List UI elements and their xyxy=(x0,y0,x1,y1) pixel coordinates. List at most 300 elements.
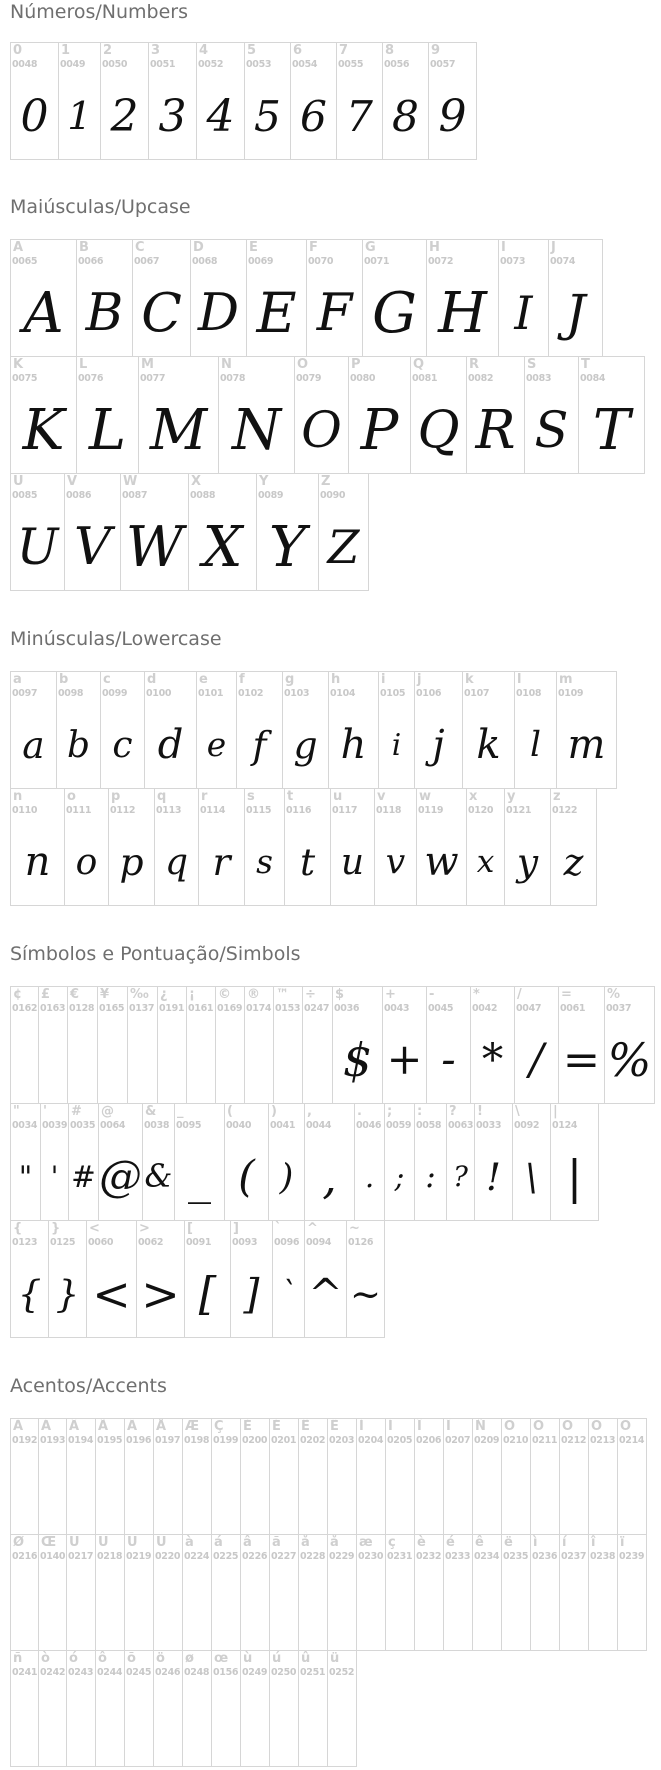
glyph-code: 0228 xyxy=(300,1551,326,1562)
glyph-code: 0203 xyxy=(329,1435,355,1446)
glyph-sample: ] xyxy=(243,1270,260,1318)
glyph-cell xyxy=(346,1220,385,1338)
glyph-label: 0 xyxy=(13,43,23,58)
glyph-code: 0202 xyxy=(300,1435,326,1446)
glyph-cell xyxy=(157,986,187,1104)
glyph-label: À xyxy=(13,1419,24,1434)
glyph-cell xyxy=(328,671,379,789)
glyph-cell xyxy=(272,1220,305,1338)
glyph-cell xyxy=(362,239,427,357)
glyph-sample: y xyxy=(516,840,539,884)
glyph-code: 0201 xyxy=(271,1435,297,1446)
glyph-label: ç xyxy=(388,1535,396,1550)
glyph-cell xyxy=(268,1103,305,1221)
glyph-cell xyxy=(269,1650,299,1767)
glyph-code: 0229 xyxy=(329,1551,355,1562)
glyph-code: 0045 xyxy=(428,1003,454,1014)
glyph-code: 0057 xyxy=(430,59,456,70)
glyph-sample: ; xyxy=(394,1160,405,1194)
glyph-label: £ xyxy=(41,987,51,1002)
glyph-label: b xyxy=(59,672,69,687)
glyph-sample: < xyxy=(92,1267,131,1321)
glyph-sample: F xyxy=(316,283,353,343)
glyph-label: å xyxy=(330,1535,339,1550)
glyph-sample: T xyxy=(592,397,631,463)
glyph-label: ò xyxy=(41,1651,50,1666)
glyph-code: 0065 xyxy=(12,256,38,267)
glyph-label: U xyxy=(13,474,24,489)
glyph-code: 0085 xyxy=(12,490,38,501)
glyph-code: 0047 xyxy=(516,1003,542,1014)
glyph-sample: G xyxy=(372,280,417,346)
glyph-label: ¥ xyxy=(100,987,110,1002)
glyph-label: è xyxy=(417,1535,426,1550)
glyph-code: 0067 xyxy=(134,256,160,267)
glyph-code: 0199 xyxy=(213,1435,239,1446)
glyph-label: Ç xyxy=(214,1419,224,1434)
glyph-code: 0209 xyxy=(474,1435,500,1446)
glyph-label: - xyxy=(429,987,435,1002)
glyph-label: ï xyxy=(620,1535,625,1550)
glyph-code: 0214 xyxy=(619,1435,645,1446)
glyph-sample: D xyxy=(197,283,240,343)
glyph-cell xyxy=(558,986,605,1104)
glyph-code: 0098 xyxy=(58,688,84,699)
glyph-code: 0106 xyxy=(416,688,442,699)
glyph-code: 0107 xyxy=(464,688,490,699)
glyph-sample: v xyxy=(385,842,406,882)
glyph-label: œ xyxy=(214,1651,229,1666)
glyph-code: 0237 xyxy=(561,1551,587,1562)
glyph-code: 0128 xyxy=(69,1003,95,1014)
glyph-label: ‰ xyxy=(130,987,149,1002)
glyph-label: > xyxy=(139,1221,150,1236)
glyph-code: 0039 xyxy=(42,1120,68,1131)
symbols-section-title: Símbolos e Pontuação/Simbols xyxy=(10,943,301,965)
glyph-code: 0117 xyxy=(332,805,358,816)
glyph-cell xyxy=(414,671,463,789)
glyph-label: y xyxy=(507,789,516,804)
glyph-sample: " xyxy=(18,1160,33,1194)
glyph-label: Ã xyxy=(98,1419,109,1434)
glyph-cell xyxy=(95,1534,125,1651)
glyph-label: Õ xyxy=(591,1419,603,1434)
glyph-cell xyxy=(414,1103,447,1221)
glyph-code: 0081 xyxy=(412,373,438,384)
glyph-code: 0122 xyxy=(552,805,578,816)
glyph-label: q xyxy=(157,789,167,804)
glyph-cell xyxy=(132,239,191,357)
upcase-section-title: Maiúsculas/Upcase xyxy=(10,196,191,218)
glyph-code: 0235 xyxy=(503,1551,529,1562)
glyph-cell xyxy=(40,1103,69,1221)
glyph-code: 0048 xyxy=(12,59,38,70)
glyph-code: 0096 xyxy=(274,1237,300,1248)
glyph-cell xyxy=(501,1534,531,1651)
glyph-sample: | xyxy=(566,1150,583,1204)
glyph-code: 0037 xyxy=(606,1003,632,1014)
glyph-code: 0074 xyxy=(550,256,576,267)
glyph-sample: i xyxy=(391,728,402,762)
glyph-sample: # xyxy=(71,1160,96,1194)
glyph-code: 0194 xyxy=(68,1435,94,1446)
glyph-label: ® xyxy=(247,987,260,1002)
glyph-label: Î xyxy=(417,1419,422,1434)
glyph-code: 0217 xyxy=(68,1551,94,1562)
glyph-cell xyxy=(282,671,329,789)
glyph-cell xyxy=(385,1534,415,1651)
glyph-sample: [ xyxy=(198,1268,217,1320)
glyph-label: Û xyxy=(127,1535,138,1550)
glyph-cell xyxy=(186,986,216,1104)
glyph-code: 0076 xyxy=(78,373,104,384)
glyph-sample: s xyxy=(256,843,273,881)
glyph-label: S xyxy=(527,357,537,372)
glyph-cell xyxy=(462,671,515,789)
glyph-sample: h xyxy=(340,722,367,768)
glyph-label: Ë xyxy=(330,1419,339,1434)
glyph-code: 0051 xyxy=(150,59,176,70)
glyph-cell xyxy=(524,356,579,474)
glyph-cell xyxy=(124,1534,154,1651)
glyph-code: 0165 xyxy=(99,1003,125,1014)
glyph-code: 0109 xyxy=(558,688,584,699)
glyph-label: * xyxy=(473,987,480,1002)
glyph-sample: d xyxy=(157,722,184,768)
glyph-label: ì xyxy=(533,1535,538,1550)
glyph-cell xyxy=(304,1220,347,1338)
glyph-cell xyxy=(466,788,505,906)
glyph-cell xyxy=(68,1103,99,1221)
glyph-cell xyxy=(56,671,101,789)
glyph-code: 0191 xyxy=(159,1003,185,1014)
glyph-label: Ô xyxy=(562,1419,574,1434)
glyph-cell xyxy=(66,1650,96,1767)
glyph-sample: X xyxy=(202,514,243,580)
glyph-code: 0046 xyxy=(356,1120,382,1131)
glyph-sample: 0 xyxy=(20,90,49,142)
glyph-cell xyxy=(67,986,98,1104)
glyph-code: 0213 xyxy=(590,1435,616,1446)
glyph-cell xyxy=(443,1534,473,1651)
glyph-cell xyxy=(501,1418,531,1535)
glyph-code: 0072 xyxy=(428,256,454,267)
glyph-cell xyxy=(588,1534,618,1651)
glyph-sample: ` xyxy=(280,1276,297,1312)
glyph-code: 0248 xyxy=(184,1667,210,1678)
glyph-sample: 5 xyxy=(254,91,281,141)
glyph-cell xyxy=(66,1534,96,1651)
glyph-sample: A xyxy=(23,280,64,346)
glyph-cell xyxy=(153,1418,183,1535)
glyph-label: û xyxy=(301,1651,311,1666)
glyph-cell xyxy=(327,1534,357,1651)
glyph-label: ! xyxy=(477,1104,483,1119)
glyph-label: ã xyxy=(272,1535,281,1550)
glyph-cell xyxy=(142,1103,175,1221)
glyph-code: 0124 xyxy=(552,1120,578,1131)
glyph-code: 0219 xyxy=(126,1551,152,1562)
glyph-code: 0084 xyxy=(580,373,606,384)
glyph-code: 0063 xyxy=(448,1120,474,1131)
glyph-sample: m xyxy=(567,722,606,768)
glyph-sample: } xyxy=(55,1272,80,1316)
glyph-sample: ~ xyxy=(349,1272,382,1316)
glyph-sample: ^ xyxy=(308,1270,343,1318)
glyph-label: Y xyxy=(259,474,269,489)
glyph-code: 0118 xyxy=(376,805,402,816)
glyph-label: ü xyxy=(330,1651,340,1666)
glyph-label: , xyxy=(307,1104,312,1119)
glyph-sample: I xyxy=(514,286,533,340)
glyph-label: R xyxy=(469,357,480,372)
glyph-sample: u xyxy=(340,841,365,883)
glyph-code: 0094 xyxy=(306,1237,332,1248)
glyph-sample: l xyxy=(530,725,541,765)
glyph-cell xyxy=(240,1534,270,1651)
glyph-label: ` xyxy=(275,1221,282,1236)
glyph-cell xyxy=(514,986,559,1104)
glyph-sample: & xyxy=(144,1159,173,1195)
glyph-cell xyxy=(182,1418,212,1535)
glyph-cell xyxy=(198,788,245,906)
glyph-cell xyxy=(244,42,291,160)
glyph-code: 0198 xyxy=(184,1435,210,1446)
glyph-cell xyxy=(443,1418,473,1535)
glyph-label: ö xyxy=(156,1651,165,1666)
glyph-code: 0059 xyxy=(386,1120,412,1131)
glyph-label: [ xyxy=(187,1221,193,1236)
glyph-cell xyxy=(348,356,411,474)
glyph-cell xyxy=(470,986,515,1104)
glyph-sample: w xyxy=(424,839,459,885)
glyph-sample: a xyxy=(22,723,45,767)
glyph-code: 0210 xyxy=(503,1435,529,1446)
glyph-sample: B xyxy=(85,283,124,343)
glyph-code: 0224 xyxy=(184,1551,210,1562)
glyph-label: ó xyxy=(69,1651,78,1666)
glyph-sample: q xyxy=(164,841,189,883)
glyph-code: 0058 xyxy=(416,1120,442,1131)
glyph-cell xyxy=(356,1418,386,1535)
glyph-cell xyxy=(512,1103,551,1221)
glyph-cell xyxy=(588,1418,618,1535)
glyph-label: } xyxy=(51,1221,61,1236)
glyph-label: Ø xyxy=(13,1535,25,1550)
glyph-cell xyxy=(124,1418,154,1535)
glyph-sample: N xyxy=(232,397,281,463)
glyph-cell xyxy=(472,1534,502,1651)
glyph-cell xyxy=(10,356,77,474)
glyph-sample: : xyxy=(425,1159,436,1195)
glyph-label: é xyxy=(446,1535,455,1550)
glyph-label: o xyxy=(67,789,76,804)
glyph-label: ë xyxy=(504,1535,513,1550)
glyph-sample: W xyxy=(125,514,184,580)
glyph-label: O xyxy=(297,357,309,372)
glyph-sample: 8 xyxy=(392,91,419,141)
glyph-label: C xyxy=(135,240,145,255)
glyph-label: < xyxy=(89,1221,100,1236)
glyph-cell xyxy=(604,986,655,1104)
glyph-sample: + xyxy=(386,1035,423,1085)
glyph-code: 0099 xyxy=(102,688,128,699)
glyph-label: ; xyxy=(387,1104,393,1119)
glyph-sample: E xyxy=(256,281,297,345)
glyph-cell xyxy=(336,42,383,160)
glyph-code: 0192 xyxy=(12,1435,38,1446)
glyph-code: 0125 xyxy=(50,1237,76,1248)
glyph-code: 0054 xyxy=(292,59,318,70)
glyph-cell xyxy=(136,1220,185,1338)
glyph-sample: - xyxy=(441,1035,456,1085)
glyph-cell xyxy=(38,1534,67,1651)
glyph-cell xyxy=(98,1103,143,1221)
glyph-code: 0041 xyxy=(270,1120,296,1131)
glyph-cell xyxy=(86,1220,137,1338)
glyph-cell xyxy=(382,42,429,160)
glyph-code: 0126 xyxy=(348,1237,374,1248)
glyph-sample: M xyxy=(149,397,208,463)
glyph-label: u xyxy=(333,789,343,804)
glyph-code: 0226 xyxy=(242,1551,268,1562)
glyph-code: 0239 xyxy=(619,1551,645,1562)
glyph-cell xyxy=(196,42,245,160)
glyph-label: Ú xyxy=(98,1535,109,1550)
glyph-cell xyxy=(10,671,57,789)
glyph-cell xyxy=(66,1418,96,1535)
glyph-code: 0231 xyxy=(387,1551,413,1562)
glyph-sample: b xyxy=(66,724,91,766)
glyph-code: 0103 xyxy=(284,688,310,699)
glyph-label: h xyxy=(331,672,341,687)
glyph-code: 0140 xyxy=(40,1551,66,1562)
glyph-cell xyxy=(548,239,603,357)
glyph-cell xyxy=(95,1650,125,1767)
glyph-code: 0082 xyxy=(468,373,494,384)
glyph-label: z xyxy=(553,789,561,804)
glyph-cell xyxy=(108,788,155,906)
glyph-code: 0119 xyxy=(418,805,444,816)
glyph-label: m xyxy=(559,672,573,687)
glyph-label: ÷ xyxy=(305,987,316,1002)
glyph-label: | xyxy=(553,1104,558,1119)
glyph-code: 0174 xyxy=(246,1003,272,1014)
glyph-code: 0211 xyxy=(532,1435,558,1446)
glyph-code: 0246 xyxy=(155,1667,181,1678)
glyph-code: 0089 xyxy=(258,490,284,501)
glyph-label: X xyxy=(191,474,202,489)
glyph-sample: $ xyxy=(342,1033,373,1087)
glyph-cell xyxy=(416,788,467,906)
glyph-label: V xyxy=(67,474,78,489)
glyph-label: M xyxy=(141,357,154,372)
glyph-cell xyxy=(384,1103,415,1221)
glyph-code: 0036 xyxy=(334,1003,360,1014)
glyph-label: \ xyxy=(515,1104,520,1119)
glyph-code: 0207 xyxy=(445,1435,471,1446)
glyph-cell xyxy=(330,788,375,906)
glyph-sample: 3 xyxy=(158,90,187,142)
glyph-cell xyxy=(58,42,101,160)
glyph-label: T xyxy=(581,357,590,372)
glyph-sample: 2 xyxy=(110,90,139,142)
glyph-code: 0162 xyxy=(12,1003,38,1014)
glyph-code: 0153 xyxy=(275,1003,301,1014)
glyph-label: Ê xyxy=(301,1419,310,1434)
glyph-label: A xyxy=(13,240,24,255)
glyph-label: ~ xyxy=(349,1221,360,1236)
glyph-label: s xyxy=(247,789,255,804)
glyph-code: 0105 xyxy=(380,688,406,699)
glyph-sample: ' xyxy=(50,1161,59,1193)
glyph-sample: n xyxy=(24,839,51,885)
glyph-code: 0163 xyxy=(40,1003,66,1014)
glyph-code: 0205 xyxy=(387,1435,413,1446)
glyph-label: / xyxy=(517,987,522,1002)
glyph-cell xyxy=(100,671,145,789)
glyph-code: 0245 xyxy=(126,1667,152,1678)
glyph-label: f xyxy=(239,672,245,687)
glyph-sample: { xyxy=(17,1272,42,1316)
glyph-cell xyxy=(474,1103,513,1221)
glyph-cell xyxy=(211,1534,241,1651)
glyph-cell xyxy=(184,1220,231,1338)
glyph-label: Ò xyxy=(504,1419,516,1434)
glyph-label: ¡ xyxy=(189,987,195,1002)
glyph-label: a xyxy=(13,672,22,687)
glyph-label: Å xyxy=(156,1419,167,1434)
glyph-label: © xyxy=(218,987,231,1002)
glyph-label: _ xyxy=(177,1104,184,1119)
glyph-cell xyxy=(10,1418,39,1535)
glyph-label: F xyxy=(309,240,318,255)
glyph-label: ê xyxy=(475,1535,484,1550)
glyph-cell xyxy=(244,986,274,1104)
glyph-cell xyxy=(148,42,197,160)
glyph-label: H xyxy=(429,240,440,255)
glyph-label: { xyxy=(13,1221,23,1236)
glyph-code: 0200 xyxy=(242,1435,268,1446)
glyph-code: 0080 xyxy=(350,373,376,384)
glyph-sample: ! xyxy=(486,1155,501,1199)
glyph-cell xyxy=(218,356,295,474)
glyph-label: $ xyxy=(335,987,345,1002)
glyph-label: ¢ xyxy=(13,987,23,1002)
glyph-cell xyxy=(190,239,247,357)
glyph-cell xyxy=(617,1418,647,1535)
glyph-label: 8 xyxy=(385,43,395,58)
glyph-code: 0193 xyxy=(40,1435,66,1446)
glyph-sample: J xyxy=(565,284,586,342)
glyph-sample: x xyxy=(476,844,495,880)
glyph-label: ™ xyxy=(276,987,289,1002)
glyph-cell xyxy=(472,1418,502,1535)
glyph-sample: @ xyxy=(99,1152,142,1202)
glyph-code: 0137 xyxy=(129,1003,155,1014)
glyph-cell xyxy=(356,1534,386,1651)
glyph-code: 0169 xyxy=(217,1003,243,1014)
glyph-sample: _ xyxy=(188,1150,211,1204)
glyph-sample: C xyxy=(141,282,182,344)
glyph-label: Ä xyxy=(127,1419,138,1434)
glyph-code: 0250 xyxy=(271,1667,297,1678)
glyph-cell xyxy=(290,42,337,160)
glyph-sample: * xyxy=(481,1035,504,1085)
glyph-code: 0247 xyxy=(304,1003,330,1014)
glyph-cell xyxy=(556,671,617,789)
glyph-label: ? xyxy=(449,1104,457,1119)
